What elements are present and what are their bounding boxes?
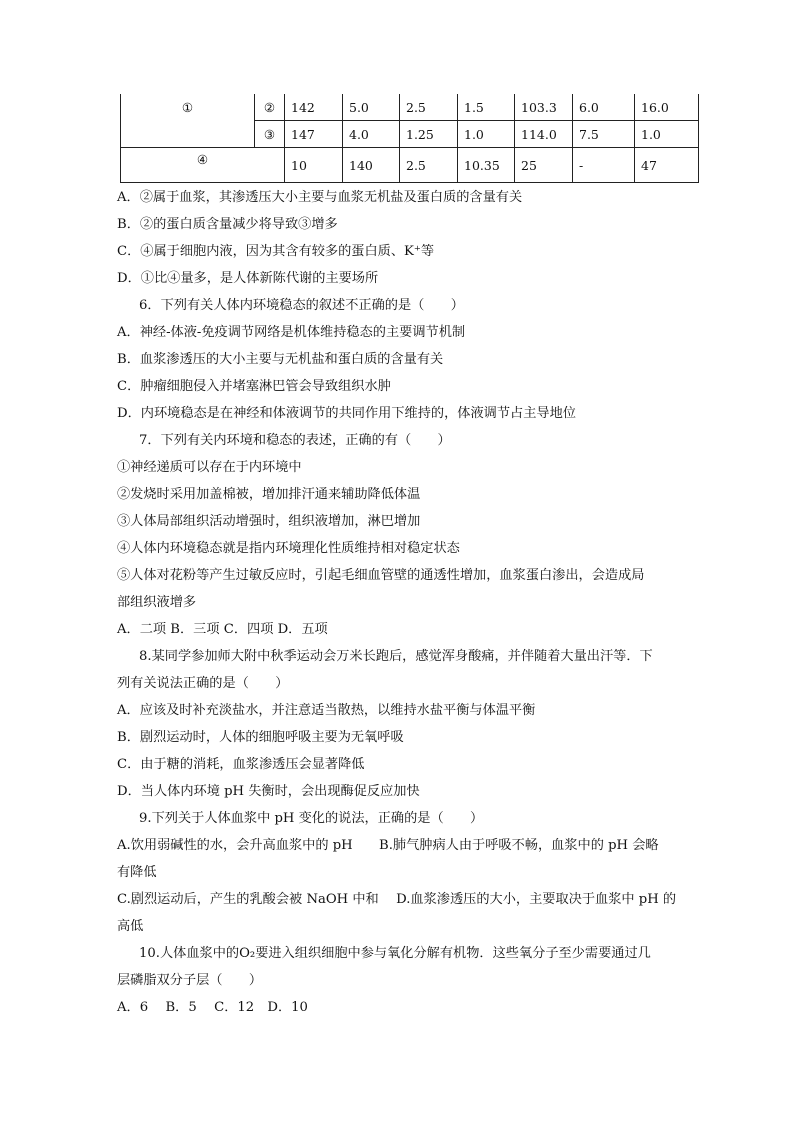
option-line: A．6 B．5 C．12 D．10	[117, 1000, 308, 1015]
table-cell-sub: ③	[255, 121, 285, 148]
statement-line: ③人体局部组织活动增强时，组织液增加，淋巴增加	[117, 514, 421, 529]
table-row	[121, 148, 699, 183]
question-stem: 10.人体血浆中的O₂要进入组织细胞中参与氧化分解有机物．这些氧分子至少需要通过几	[139, 946, 651, 961]
table-cell: 114.0	[515, 121, 573, 148]
question-stem: 6．下列有关人体内环境稳态的叙述不正确的是（ ）	[139, 298, 464, 313]
table-cell-sub: ②	[255, 94, 285, 121]
table-cell: 10	[285, 148, 343, 183]
data-table	[120, 94, 699, 183]
table-cell: 47	[635, 148, 699, 183]
question-stem: 7．下列有关内环境和稳态的表述，正确的有（ ）	[139, 433, 451, 448]
table-cell: 7.5	[573, 121, 635, 148]
option-line: D．内环境稳态是在神经和体液调节的共同作用下维持的，体液调节占主导地位	[117, 406, 576, 421]
option-line: 有降低	[117, 865, 157, 880]
option-line: A．二项 B．三项 C．四项 D．五项	[117, 622, 328, 637]
table-cell-group: ①	[121, 94, 255, 148]
table-cell: 4.0	[343, 121, 400, 148]
option-line: A．②属于血浆，其渗透压大小主要与血浆无机盐及蛋白质的含量有关	[117, 190, 523, 205]
statement-line: ⑤人体对花粉等产生过敏反应时，引起毛细血管壁的通透性增加，血浆蛋白渗出，会造成局	[117, 568, 645, 583]
table-cell: 1.5	[458, 94, 515, 121]
option-line: B．血浆渗透压的大小主要与无机盐和蛋白质的含量有关	[117, 352, 444, 367]
option-line: 高低	[117, 919, 144, 934]
option-line: D．①比④量多，是人体新陈代谢的主要场所	[117, 271, 379, 286]
table-cell: 25	[515, 148, 573, 183]
option-line: C.剧烈运动后，产生的乳酸会被 NaOH 中和 D.血浆渗透压的大小，主要取决于血浆中 pH 的	[117, 892, 677, 907]
table-cell: 1.25	[400, 121, 458, 148]
question-stem: 列有关说法正确的是（ ）	[117, 676, 289, 691]
table-cell: 6.0	[573, 94, 635, 121]
question-text	[117, 184, 697, 1021]
question-stem: 层磷脂双分子层（ ）	[117, 973, 263, 988]
question-stem: 8.某同学参加师大附中秋季运动会万米长跑后，感觉浑身酸痛，并伴随着大量出汗等．下	[139, 649, 653, 664]
option-line: B．②的蛋白质含量减少将导致③增多	[117, 217, 338, 232]
option-line: C．由于糖的消耗，血浆渗透压会显著降低	[117, 757, 365, 772]
statement-line: ①神经递质可以存在于内环境中	[117, 460, 302, 475]
table-cell-group: ④	[121, 148, 285, 183]
option-line: B．剧烈运动时，人体的细胞呼吸主要为无氧呼吸	[117, 730, 404, 745]
option-line: A．神经-体液-免疫调节网络是机体维持稳态的主要调节机制	[117, 325, 466, 340]
table-cell: 2.5	[400, 148, 458, 183]
table-cell: 103.3	[515, 94, 573, 121]
table-cell: 16.0	[635, 94, 699, 121]
table-cell: 10.35	[458, 148, 515, 183]
option-line: A.饮用弱碱性的水，会升高血浆中的 pH B.肺气肿病人由于呼吸不畅，血浆中的 pH 会略	[117, 838, 659, 853]
table-cell: -	[573, 148, 635, 183]
table-cell: 142	[285, 94, 343, 121]
table-row	[121, 94, 699, 121]
option-line: C．肿瘤细胞侵入并堵塞淋巴管会导致组织水肿	[117, 379, 391, 394]
table-cell: 1.0	[635, 121, 699, 148]
option-line: D．当人体内环境 pH 失衡时，会出现酶促反应加快	[117, 784, 420, 799]
table-cell: 5.0	[343, 94, 400, 121]
table-cell: 1.0	[458, 121, 515, 148]
option-line: C．④属于细胞内液，因为其含有较多的蛋白质、K⁺等	[117, 244, 435, 259]
question-stem: 9.下列关于人体血浆中 pH 变化的说法，正确的是（ ）	[139, 811, 484, 826]
table-cell: 2.5	[400, 94, 458, 121]
statement-line: 部组织液增多	[117, 595, 197, 610]
statement-line: ④人体内环境稳态就是指内环境理化性质维持相对稳定状态	[117, 541, 460, 556]
option-line: A．应该及时补充淡盐水，并注意适当散热，以维持水盐平衡与体温平衡	[117, 703, 536, 718]
table-cell: 147	[285, 121, 343, 148]
statement-line: ②发烧时采用加盖棉被，增加排汗通来辅助降低体温	[117, 487, 421, 502]
table-cell: 140	[343, 148, 400, 183]
